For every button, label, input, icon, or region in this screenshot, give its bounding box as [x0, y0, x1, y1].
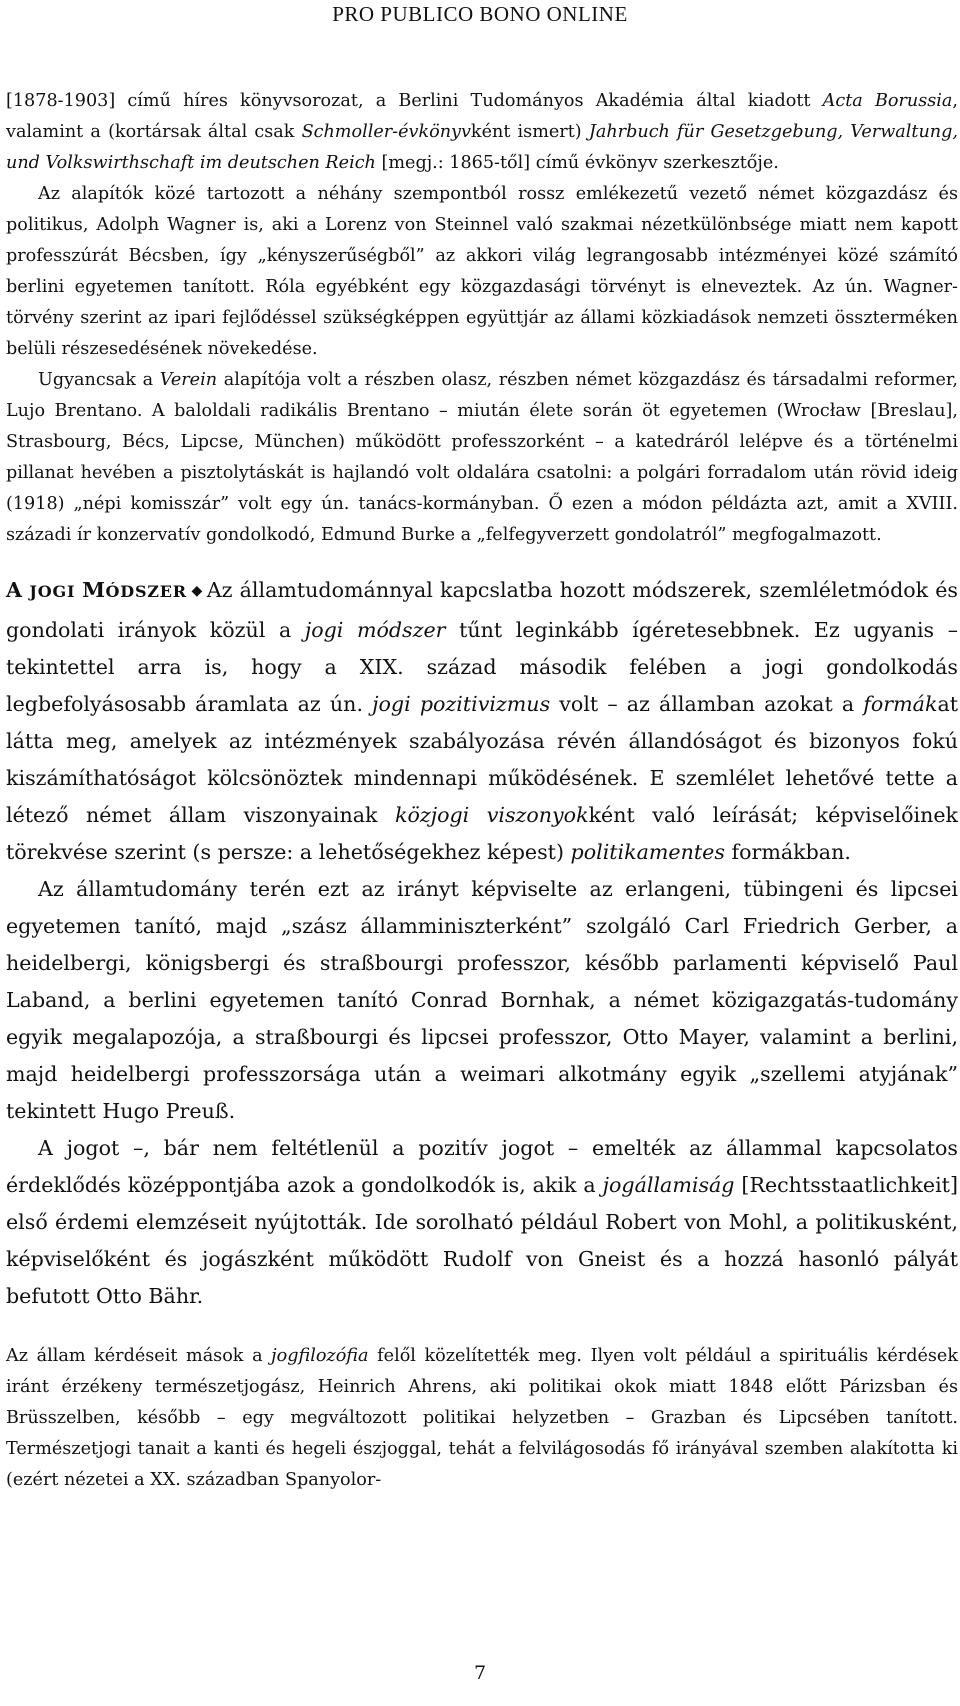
section-heading-small-2: ÓDSZER — [105, 582, 187, 601]
p3-text-2: alapítója volt a részben olasz, részben német közgazdász és társadalmi reformer, Lujo Brentano. A baloldali radikális Brentano – miután élete során öt egyetemen (Wrocław [Breslau], Strasbourg, Bécs, Lipcse, München) működött professzorként – a katedráról lelépve és a történelmi pillanat hevében a pisztolytáskát is hajlandó volt oldalára csatolni: a polgári forradalom után rövid ideig (1918) „népi komisszár” volt egy ún. tanács-kormányban. Ő ezen a módon példázta azt, amit a XVIII. századi ír konzervatív gondolkodó, Edmund Burke a „felfegyverzett gondolatról” megfogalmazott. — [6, 370, 958, 545]
paragraph-4-section — [6, 572, 958, 871]
p3-italic-1: Verein — [159, 370, 218, 390]
p4-italic-1: jogi módszer — [304, 618, 446, 642]
p4-italic-3: formák — [863, 692, 938, 716]
p4-text-4: at látta meg, amelyek az intézmények szabályozása révén állandóságot és bizonyos fokú kiszámíthatóságot kölcsönöztek mindennapi működésének. E szemlélet lehetővé tette a létező német állam viszonyainak — [6, 692, 958, 827]
p1-text-1: [1878-1903] című híres könyvsorozat, a Berlini Tudományos Akadémia által kiadott — [6, 91, 823, 111]
paragraph-2 — [6, 179, 958, 365]
page-header — [0, 0, 960, 44]
p6-text-2: [Rechtsstaatlichkeit] első érdemi elemzéseit nyújtották. Ide sorolható például Robert von Mohl, a politikusként, képviselőként és jogászként működött Rudolf von Gneist és a hozzá hasonló pályát befutott Otto Bähr. — [6, 1173, 958, 1308]
section-heading-small-1: JOGI — [22, 582, 83, 601]
p4-text-5: ként való leírását; képviselőinek törekvése szerint (s persze: a lehetőségekhez képest) — [6, 803, 959, 864]
paragraph-1 — [6, 86, 958, 179]
p7-text-1: Az állam kérdéseit mások a — [6, 1346, 272, 1366]
p4-text-6: formákban. — [724, 840, 851, 864]
page-number — [0, 1659, 960, 1687]
page-number-value: 7 — [473, 1662, 487, 1684]
paragraph-3 — [6, 365, 958, 551]
p6-text-1: A jogot –, bár nem feltétlenül a pozitív jogot – emelték az állammal kapcsolatos érdeklődés középpontjába azok a gondolkodók is, akik a — [6, 1136, 958, 1197]
p7-text-2: felől közelítették meg. Ilyen volt például a spirituális kérdések iránt érzékeny természetjogász, Heinrich Ahrens, aki politikai okok miatt 1848 előtt Párizsban és Brüsszelben, később – egy megváltozott politikai helyzetben – Grazban és Lipcsében tanított. Természetjogi tanait a kanti és hegeli észjoggal, tehát a felvilágosodás fő irányával szemben alakította ki (ezért nézetei a XX. században Spanyolor- — [6, 1346, 958, 1490]
p4-text-2: tűnt leginkább ígéretesebbnek. Ez ugyanis – tekintettel arra is, hogy a XIX. század második felében a jogi gondolkodás legbefolyásosabb áramlata az ún. — [6, 618, 958, 716]
p4-italic-2: jogi pozitivizmus — [372, 692, 551, 716]
paragraph-5 — [6, 871, 958, 1130]
paragraph-6 — [6, 1130, 958, 1315]
p1-italic-3: Jahrbuch für Gesetzgebung, Verwaltung, und Volkswirthschaft im deutschen Reich — [6, 122, 958, 173]
p4-italic-5: politikamentes — [570, 840, 725, 864]
paragraph-7 — [6, 1341, 958, 1496]
document-body — [6, 86, 958, 1496]
p5-text-1: Az államtudomány terén ezt az irányt képviselte az erlangeni, tübingeni és lipcsei egyetemen tanító, majd „szász államminiszterként” szolgáló Carl Friedrich Gerber, a heidelbergi, königsbergi és straßbourgi professzor, később parlamenti képviselő Paul Laband, a berlini egyetemen tanító Conrad Bornhak, a német közigazgatás-tudomány egyik megalapozója, a straßbourgi és lipcsei professzor, Otto Mayer, valamint a berlini, majd heidelbergi professzorsága után a weimari alkotmány egyik „szellemi atyjának” tekintett Hugo Preuß. — [6, 877, 958, 1123]
p3-text-1: Ugyancsak a — [38, 370, 160, 390]
header-title: PRO PUBLICO BONO ONLINE — [332, 2, 628, 26]
section-heading-cap-1: A — [6, 578, 23, 602]
diamond-icon: ◆ — [190, 583, 203, 599]
p4-text-1: Az államtudománnyal kapcslatba hozott módszerek, szemléletmódok és gondolati irányok közül a — [6, 578, 958, 642]
p1-text-3: ként ismert) — [470, 122, 589, 142]
p6-italic-1: jogállamiság — [602, 1173, 735, 1197]
p1-italic-2: Schmoller-évkönyv — [301, 122, 471, 142]
p7-italic-1: jogfilozófia — [271, 1346, 369, 1366]
p2-text-1: Az alapítók közé tartozott a néhány szempontból rossz emlékezetű vezető német közgazdász és politikus, Adolph Wagner is, aki a Lorenz von Steinnel való szakmai nézetkülönbsége miatt nem kapott professzúrát Bécsben, így „kényszerűségből” az akkori világ legrangosabb intézményei közé számító berlini egyetemen tanított. Róla egyébként egy közgazdasági törvényt is elneveztek. Az ún. Wagner-törvény szerint az ipari fejlődéssel szükségképpen együttjár az állami közkiadások nemzeti összterméken belüli részesedésének növekedése. — [6, 184, 958, 359]
p4-italic-4: közjogi viszonyok — [394, 803, 589, 827]
p1-text-2: , valamint a (kortársak által csak — [6, 91, 958, 142]
p1-italic-1: Acta Borussia — [822, 91, 953, 111]
p4-text-3: volt – az államban azokat a — [550, 692, 864, 716]
p1-text-4: [megj.: 1865-től] című évkönyv szerkesztője. — [375, 153, 779, 173]
section-heading-cap-2: M — [82, 578, 106, 602]
